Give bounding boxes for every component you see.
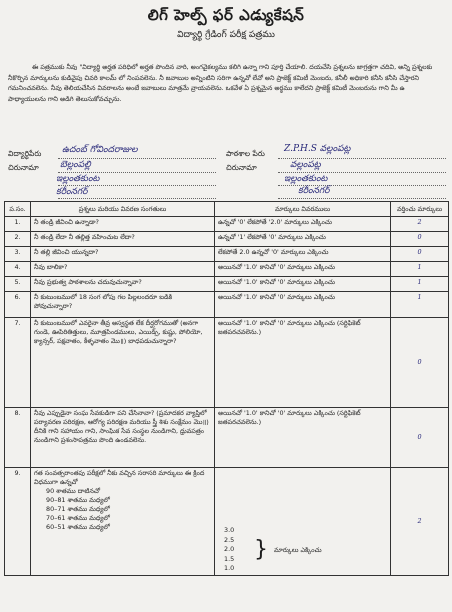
table-row — [5, 247, 449, 262]
row-score: 0 — [391, 232, 449, 247]
column-header-marks: మార్కులు వివరములు — [215, 202, 391, 217]
row-number: 6. — [5, 292, 31, 318]
school-address-value-1: వల్లంపట్ల — [290, 160, 321, 170]
address-line-1 — [58, 172, 216, 173]
row-marks: అయినచో '1.0' కానిచో '0' మార్కులు ఎక్కించు — [215, 262, 391, 277]
range-item: 90 శాతము దాటినచో — [46, 487, 100, 495]
row-score: 0 — [391, 318, 449, 408]
row-score: 2 — [391, 468, 449, 576]
school-name-label: పాఠశాల పేరు — [226, 149, 265, 158]
range-item: 70–61 శాతము మధ్యలో — [46, 514, 110, 522]
school-name-line — [278, 158, 446, 159]
range-item: 80–71 శాతము మధ్యలో — [46, 505, 110, 513]
range-item: 90–81 శాతము మధ్యలో — [46, 496, 110, 504]
row-number: 9. — [5, 468, 31, 576]
address-value-2: ఇల్లంతకుంట — [56, 174, 100, 184]
brace-glyph: } — [254, 537, 268, 562]
column-header-question: ప్రశ్నలు మరియు వివరణ సంగతులు — [31, 202, 215, 217]
row-question: నీవు ప్రభుత్వ పాఠశాలను చదువుచున్నావా? — [31, 277, 215, 292]
table-row — [5, 217, 449, 232]
school-address-line-3 — [278, 198, 446, 199]
question-9-heading: గత సంవత్సరాంతపు పరీక్షలో నీకు వచ్చిన సరాసరి మార్కులు ఈ క్రింద విధముగా ఉన్నచో — [34, 469, 205, 486]
table-row — [5, 262, 449, 277]
student-name-line — [58, 158, 216, 159]
row-number: 3. — [5, 247, 31, 262]
row-number: 1. — [5, 217, 31, 232]
row-number: 2. — [5, 232, 31, 247]
table-row — [5, 232, 449, 247]
row-number: 4. — [5, 262, 31, 277]
row-question: నీ తండ్రి లేదా నీ తల్లిత్త వహించుట లేదా? — [31, 232, 215, 247]
grading-table — [4, 201, 449, 576]
row-question: నీవు బాలికా? — [31, 262, 215, 277]
table-row — [5, 408, 449, 468]
row-score: 2 — [391, 217, 449, 232]
address-value-3: కరీంనగర్ — [56, 187, 88, 197]
school-address-line-1 — [278, 172, 446, 173]
mark-value: 3.0 — [224, 526, 235, 535]
row-score: 0 — [391, 408, 449, 468]
row-marks: అయినచో '1.0' కానిచో '0' మార్కులు ఎక్కించు (సర్టిఫికెట్ జతపరచవలెను.) — [215, 318, 391, 408]
school-address-value-3: కరీంనగర్ — [298, 186, 330, 196]
school-address-value-2: ఇల్లంతకుంట — [284, 174, 328, 184]
student-name-value: ఉదంబ్ గోవిందరాజుల — [62, 145, 138, 155]
row-question: నీ కుటుంబములో ఎవరైనా తీవ్ర అస్వస్థత లేక దీర్ఘరోగముతో (అనగా గుండె, ఊపిరితిత్తులు, మూత్రపిండములు, ఎయిడ్స్, కుష్టు, పోలియో, క్యాన్సర్, పక్షవాతం, కీళ్ళవాతం మొ॥) బాధపడుచున్నారా? — [31, 318, 215, 408]
row-marks: ఉన్నచో '0' లేకపోతే '2.0' మార్కులు ఎక్కించు — [215, 217, 391, 232]
row-question: నీ తండ్రి జీవించి ఉన్నాడా? — [31, 217, 215, 232]
table-row — [5, 292, 449, 318]
row-marks: ఉన్నచో '1' లేకపోతే '0' మార్కులు ఎక్కించు — [215, 232, 391, 247]
row-question: నీవు ఎప్పుడైనా సంఘ సేవకుడిగా పని చేసినావా? (ప్రమాదకర వ్యాప్తిలో పర్యావరణ పరిరక్షణ, ఆరోగ్య పరిరక్షణ మరియు స్త్రీ శిశు సంక్షేమం మొ॥) దీనికి గాని సహాయం గాని, సాంఘిక సేవ సంస్థల నుండిగాని, ధ్రువపత్రం నుండిగాని ప్రశంసాపత్రము పొంది ఉండవలెను. — [31, 408, 215, 468]
mark-value: 2.5 — [224, 535, 235, 544]
document-title: లిగ్ హెల్ప్ ఫర్ ఎడ్యుకేషన్ — [147, 6, 305, 24]
instructions-paragraph: ఈ పత్రముకు నీవు "విద్యార్థి అర్హత పరిధిలో అర్హత పొందిన వారి, అంగవైకల్యము కలిగి ఉన్నా గాని పూర్తి చేయాలి. దయచేసి ప్రశ్నలను జాగ్రత్తగా చదివి, అన్ని ప్రశ్నలకు నీకొర్పిన మార్కులను కుడివైపు చివరి కాలమ్ లో నింపవలెను. నీ జవాబుల అన్నింటిని సరిగా ఉన్నవో లేవో అని ప్రాజెక్ట్ కమిటీ మెంబరు, కనీలీ అధికారి కనీసి కనీసి చేస్తారని గమనించవలెను. నీవు తెలియచేసిన వివరాలను అంటే జవాబులు మాత్రమే వ్రాయవలెను. ఒకవేళ ఏ ప్రశ్నమైన అర్థము కాలేదని ప్రాజెక్ట్ కమిటీ మెంబరును గాని మీ ఉ పాధ్యాయులను గాని అడిగి తెలుసుకోవచ్చును. — [8, 63, 433, 103]
range-item: 60–51 శాతము మధ్యలో — [46, 523, 110, 531]
mark-value: 2.0 — [224, 545, 235, 554]
row-marks: లేకపోతే 2.0 ఉన్నచో '0' మార్కులు ఎక్కించు — [215, 247, 391, 262]
row-number: 8. — [5, 408, 31, 468]
row-question-9 — [31, 468, 215, 576]
document-subtitle: విద్యార్థి గ్రేడింగ్ పరీక్ష పత్రము — [177, 30, 275, 40]
column-header-awarded: వర్తించు మార్కులు — [391, 202, 449, 217]
row-marks: అయినచో '1.0' కానిచో '0' మార్కులు ఎక్కించు (సర్టిఫికెట్ జతపరచవలెను.) — [215, 408, 391, 468]
table-header-row — [5, 202, 449, 217]
mark-value: 1.5 — [224, 554, 235, 563]
table-row — [5, 318, 449, 408]
question-9-ranges — [34, 487, 211, 532]
school-name-value: Z.P.H.S వల్లంపట్ల — [284, 144, 351, 154]
row-question: నీ తల్లి జీవించి యున్నదా? — [31, 247, 215, 262]
table-row — [5, 277, 449, 292]
student-name-label: విద్యార్థిపేరు — [8, 149, 42, 158]
row-score: 1 — [391, 277, 449, 292]
row-marks-9 — [215, 468, 391, 576]
row-score: 0 — [391, 247, 449, 262]
row-number: 5. — [5, 277, 31, 292]
mark-value: 1.0 — [224, 564, 235, 573]
marks-values — [218, 526, 254, 574]
row-marks: అయినచో '1.0' కానిచో '0' మార్కులు ఎక్కించు — [215, 292, 391, 318]
row-score: 1 — [391, 292, 449, 318]
marks-note: మార్కులు ఎక్కించు — [274, 545, 322, 554]
table-row — [5, 468, 449, 576]
row-score: 1 — [391, 262, 449, 277]
row-number: 7. — [5, 318, 31, 408]
address-value-1: బెల్లంపల్లి — [60, 160, 91, 170]
row-marks: అయినచో '1.0' కానిచో '0' మార్కులు ఎక్కించు — [215, 277, 391, 292]
address-label: చిరునామా — [8, 163, 39, 172]
row-question: నీ కుటుంబములో 18 సంగ లోపు గల పిల్లలందరూ బడికి పోవుచున్నారా? — [31, 292, 215, 318]
school-address-label: చిరునామా — [226, 163, 257, 172]
column-header-number: ప.సం. — [5, 202, 31, 217]
